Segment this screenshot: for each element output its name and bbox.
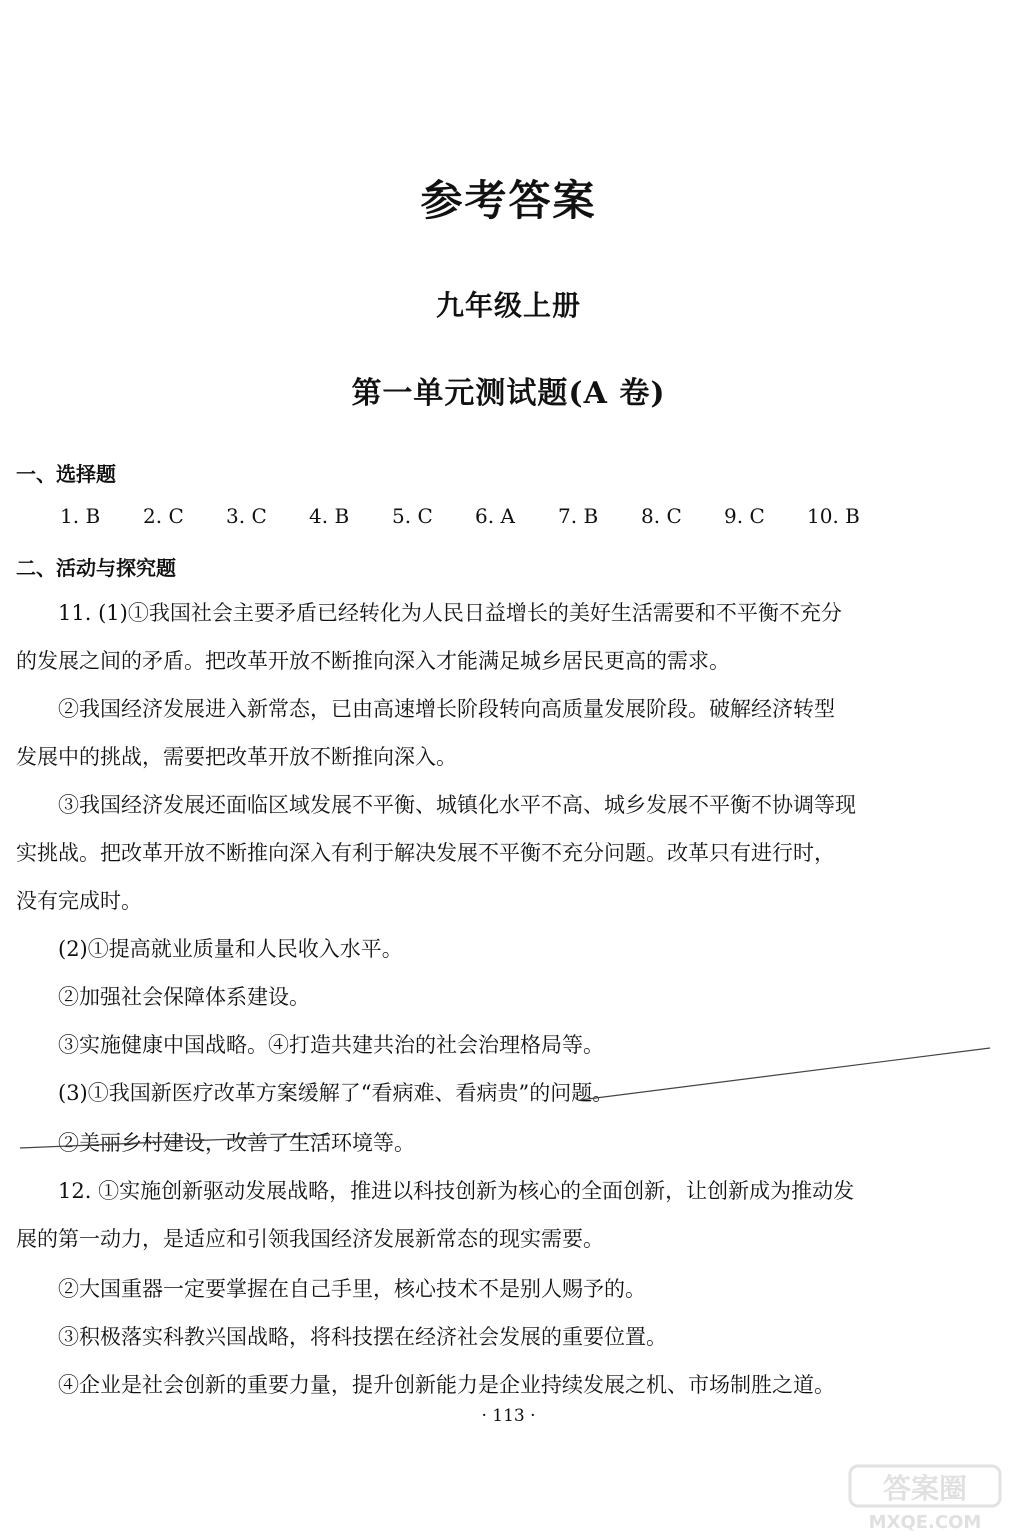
answer-line: ③我国经济发展还面临区域发展不平衡、城镇化水平不高、城乡发展不平衡不协调等现 — [58, 793, 856, 817]
unit-heading: 第一单元测试题(A 卷) — [351, 376, 666, 411]
answer-item: 10. B — [807, 504, 860, 528]
answer-line: 11. (1)①我国社会主要矛盾已经转化为人民日益增长的美好生活需要和不平衡不充分 — [58, 601, 842, 625]
answer-line: 的发展之间的矛盾。把改革开放不断推向深入才能满足城乡居民更高的需求。 — [16, 649, 730, 673]
answer-item: 1. B — [60, 504, 101, 528]
answer-line: ④企业是社会创新的重要力量，提升创新能力是企业持续发展之机、市场制胜之道。 — [58, 1373, 835, 1397]
answer-item: 8. C — [641, 504, 682, 528]
section-heading-choice: 一、选择题 — [16, 462, 116, 486]
answer-line: 没有完成时。 — [16, 889, 142, 913]
section-heading-activity: 二、活动与探究题 — [16, 556, 176, 580]
answer-item: 4. B — [309, 504, 350, 528]
answer-item: 3. C — [226, 504, 267, 528]
watermark-url: MXQE.COM — [868, 1512, 982, 1532]
grade-heading: 九年级上册 — [435, 289, 581, 322]
answer-line: ③实施健康中国战略。④打造共建共治的社会治理格局等。 — [58, 1033, 604, 1057]
answer-item: 2. C — [143, 504, 184, 528]
answer-line: ②我国经济发展进入新常态，已由高速增长阶段转向高质量发展阶段。破解经济转型 — [58, 697, 835, 721]
page-number: · 113 · — [481, 1406, 536, 1426]
answer-line: 发展中的挑战，需要把改革开放不断推向深入。 — [16, 745, 457, 769]
answer-item: 9. C — [724, 504, 765, 528]
answer-line: (3)①我国新医疗改革方案缓解了“看病难、看病贵”的问题。 — [58, 1081, 614, 1105]
page-title: 参考答案 — [420, 176, 597, 225]
answer-line: ③积极落实科教兴国战略，将科技摆在经济社会发展的重要位置。 — [58, 1325, 667, 1349]
answer-line: 12. ①实施创新驱动发展战略，推进以科技创新为核心的全面创新，让创新成为推动发 — [58, 1179, 855, 1203]
answer-line: 展的第一动力，是适应和引领我国经济发展新常态的现实需要。 — [16, 1227, 604, 1251]
answer-item: 6. A — [475, 504, 515, 528]
answer-line: ②大国重器一定要掌握在自己手里，核心技术不是别人赐予的。 — [58, 1277, 646, 1301]
answer-line: (2)①提高就业质量和人民收入水平。 — [58, 937, 403, 961]
watermark-text: 答案圈 — [882, 1472, 968, 1505]
answer-item: 7. B — [558, 504, 599, 528]
answer-line: 实挑战。把改革开放不断推向深入有利于解决发展不平衡不充分问题。改革只有进行时， — [16, 841, 835, 865]
answer-item: 5. C — [392, 504, 433, 528]
watermark-logo — [842, 1462, 1012, 1532]
answer-line: ②美丽乡村建设，改善了生活环境等。 — [58, 1131, 415, 1155]
answer-line: ②加强社会保障体系建设。 — [58, 985, 310, 1009]
